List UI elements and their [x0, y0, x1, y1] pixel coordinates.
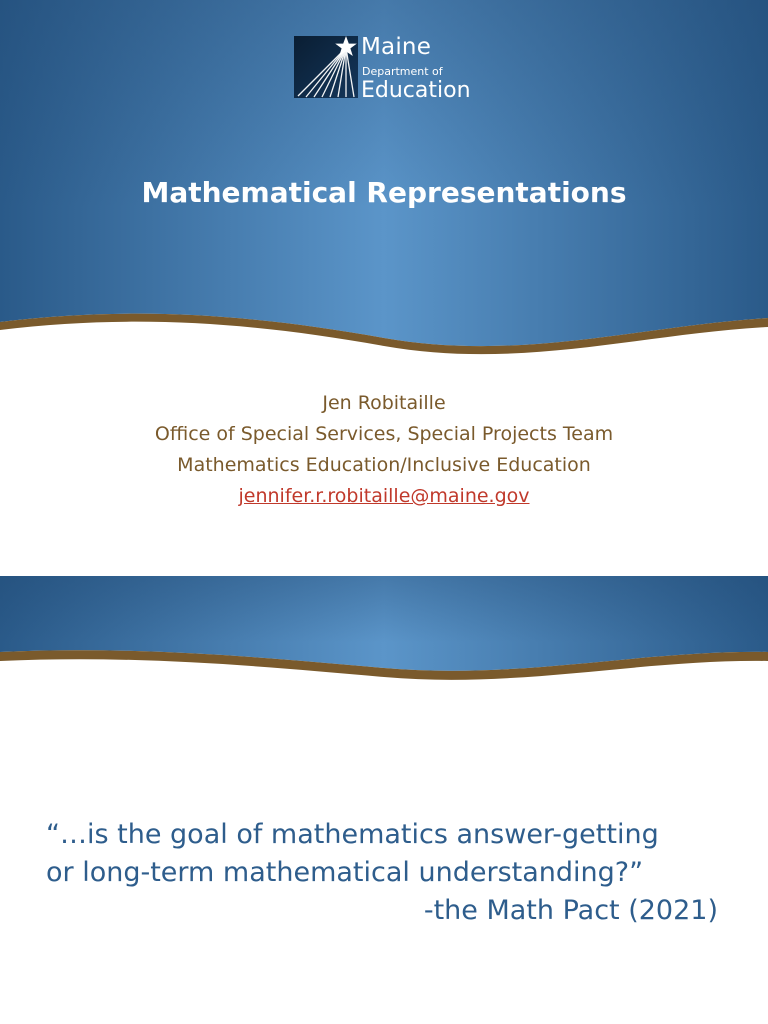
quote-line-1: “…is the goal of mathematics answer-getting [46, 819, 659, 850]
presenter-name: Jen Robitaille [322, 392, 446, 414]
presenter-role: Mathematics Education/Inclusive Education [177, 454, 591, 476]
presenter-email-link[interactable]: jennifer.r.robitaille@maine.gov [238, 485, 530, 507]
quote-block [46, 816, 726, 930]
quote-slide [0, 576, 768, 1024]
presenter-info [0, 388, 768, 512]
slide-title: Mathematical Representations [141, 176, 627, 209]
logo-department-text: Department of [362, 65, 443, 78]
presenter-office: Office of Special Services, Special Projects Team [154, 423, 614, 445]
logo-education-text: Education [361, 78, 471, 103]
quote-line-2: or long-term mathematical understanding?” [46, 857, 644, 888]
logo-maine-text: Maine [361, 34, 432, 60]
quote-attribution: -the Math Pact (2021) [423, 895, 718, 926]
header-band-2 [0, 576, 768, 686]
